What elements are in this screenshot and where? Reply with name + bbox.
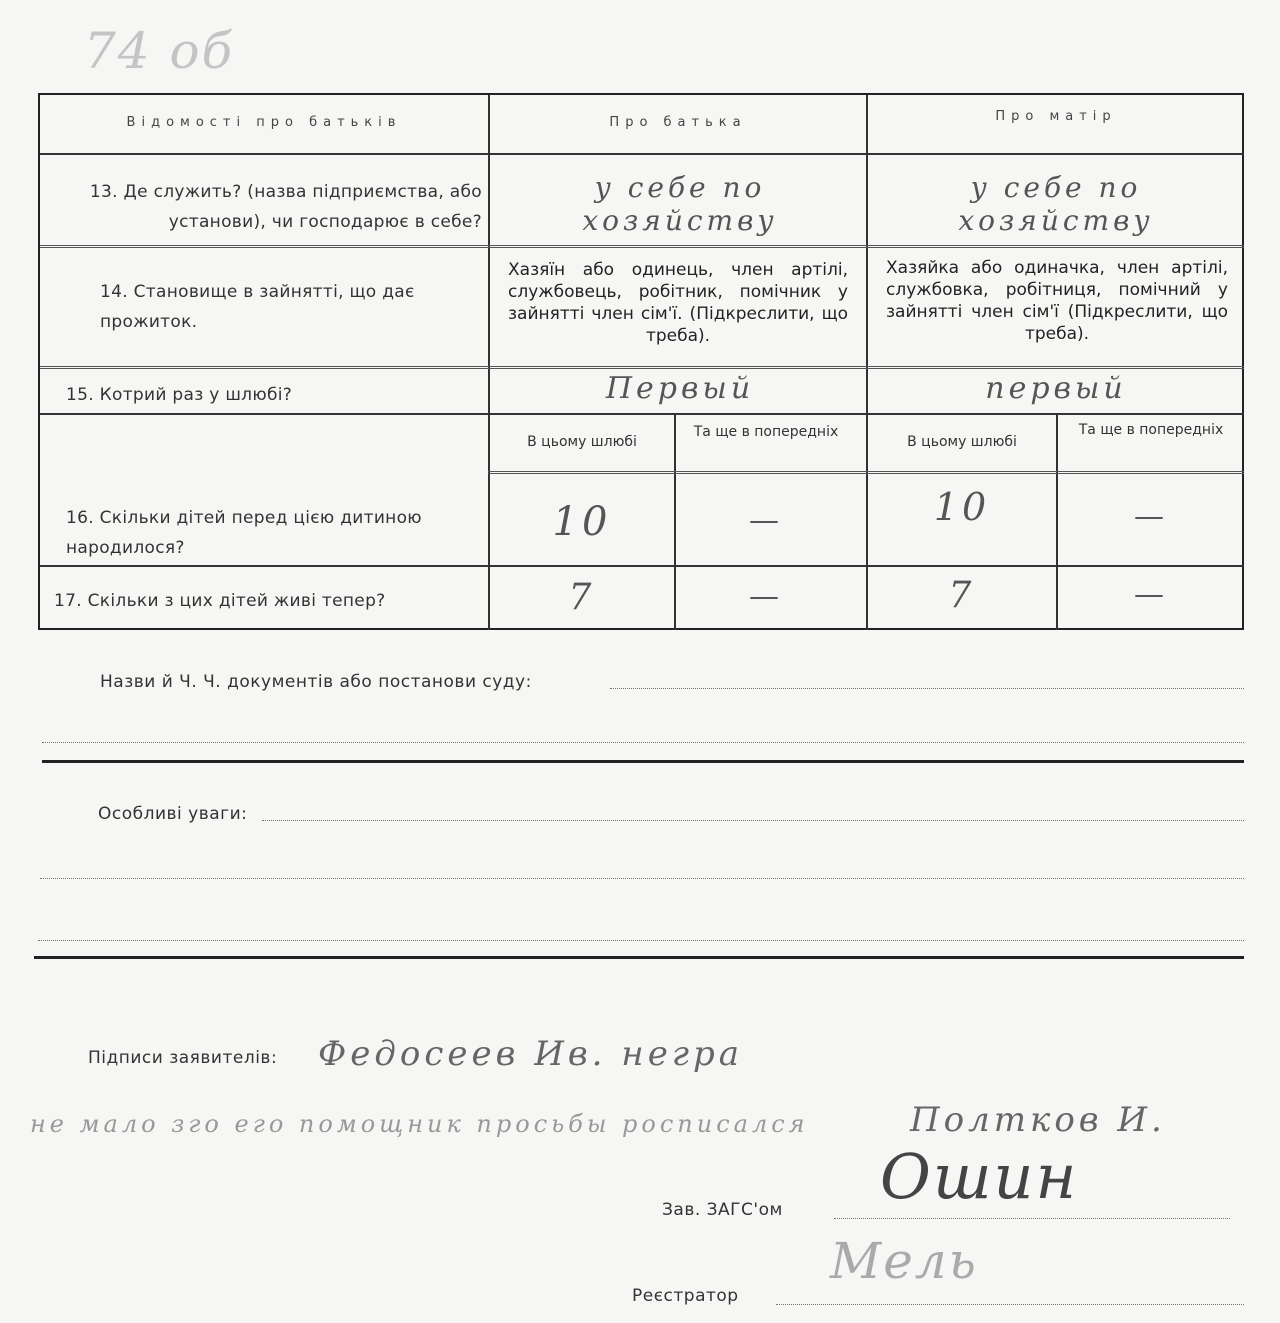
- applicant-signature-2: Полтков И.: [910, 1100, 1166, 1140]
- question-16: 16. Скільки дітей перед цією дитиною народилося?: [66, 508, 422, 558]
- answer-16-father-this: 10: [552, 499, 612, 545]
- registrar-label: Реєстратор: [632, 1286, 739, 1306]
- row-divider-15: [40, 413, 1244, 415]
- answer-13-father: у себе по хозяйству: [582, 171, 778, 237]
- options-14-mother: Хазяйка або одиначка, член артілі, службовка, робітниця, помічний у зайнятті член сім'ї (Підкреслити, що треба).: [886, 258, 1228, 344]
- answer-17-father-previous: —: [749, 579, 783, 614]
- column-divider-2: [866, 95, 868, 630]
- signatures-label: Підписи заявителів:: [88, 1048, 278, 1068]
- applicant-signature-1: Федосеев Ив. негра: [318, 1034, 744, 1074]
- question-15: 15. Котрий раз у шлюбі?: [66, 385, 293, 405]
- header-mother: Про матір: [995, 109, 1117, 124]
- section-divider-2: [34, 956, 1244, 959]
- registrar-signature: Мель: [830, 1232, 978, 1290]
- answer-17-mother-this: 7: [948, 575, 976, 616]
- answer-16-mother-this: 10: [933, 485, 991, 529]
- remarks-label: Особливі уваги:: [98, 804, 248, 824]
- subheader-father-previous: Та ще в попередніх: [693, 424, 839, 440]
- column-divider-mother-sub: [1056, 415, 1058, 630]
- subheader-mother-this: В цьому шлюбі: [907, 434, 1017, 450]
- row-divider-subheaders: [488, 471, 1244, 474]
- header-info: Відомості про батьків: [126, 115, 402, 130]
- answer-15-father: Первый: [605, 371, 755, 406]
- answer-17-mother-previous: —: [1134, 577, 1168, 612]
- remarks-line-1: [262, 820, 1244, 821]
- zags-head-label: Зав. ЗАГС'ом: [662, 1200, 783, 1220]
- question-14: 14. Становище в зайнятті, що дає прожиток.: [100, 282, 415, 332]
- answer-17-father-this: 7: [568, 577, 596, 618]
- remarks-line-2: [40, 878, 1244, 879]
- question-13: 13. Де служить? (назва підприємства, або установи), чи господарює в себе?: [89, 182, 482, 232]
- applicant-signature-note: не мало зго его помощник просьбы росписался: [30, 1110, 809, 1138]
- documents-line-1: [610, 688, 1244, 689]
- options-14-father: Хазяїн або одинець, член артілі, службовець, робітник, помічник у зайнятті член сім'ї. (Підкреслити, що треба).: [508, 260, 848, 346]
- column-divider-father-sub: [674, 415, 676, 630]
- row-divider-header: [40, 153, 1244, 155]
- documents-line-2: [42, 742, 1244, 743]
- registrar-signature-line: [776, 1304, 1244, 1305]
- answer-16-mother-previous: —: [1134, 499, 1168, 534]
- documents-label: Назви й Ч. Ч. документів або постанови суду:: [100, 672, 532, 692]
- answer-15-mother: первый: [985, 371, 1127, 406]
- zags-head-signature: Ошин: [880, 1140, 1079, 1213]
- answer-16-father-previous: —: [749, 503, 783, 538]
- question-17: 17. Скільки з цих дітей живі тепер?: [54, 591, 386, 611]
- answer-13-mother: у себе по хозяйству: [958, 171, 1154, 237]
- parents-info-table: [38, 93, 1244, 630]
- column-divider-1: [488, 95, 490, 630]
- zags-signature-line: [834, 1218, 1230, 1219]
- header-father: Про батька: [609, 115, 747, 130]
- row-divider-14: [40, 366, 1244, 369]
- remarks-line-3: [38, 940, 1244, 941]
- subheader-father-this: В цьому шлюбі: [527, 434, 637, 450]
- row-divider-16: [40, 565, 1244, 567]
- section-divider-1: [42, 760, 1244, 763]
- row-divider-13: [40, 245, 1244, 248]
- subheader-mother-previous: Та ще в попередніх: [1078, 422, 1224, 438]
- page-number-handwritten: 74 об: [84, 22, 235, 80]
